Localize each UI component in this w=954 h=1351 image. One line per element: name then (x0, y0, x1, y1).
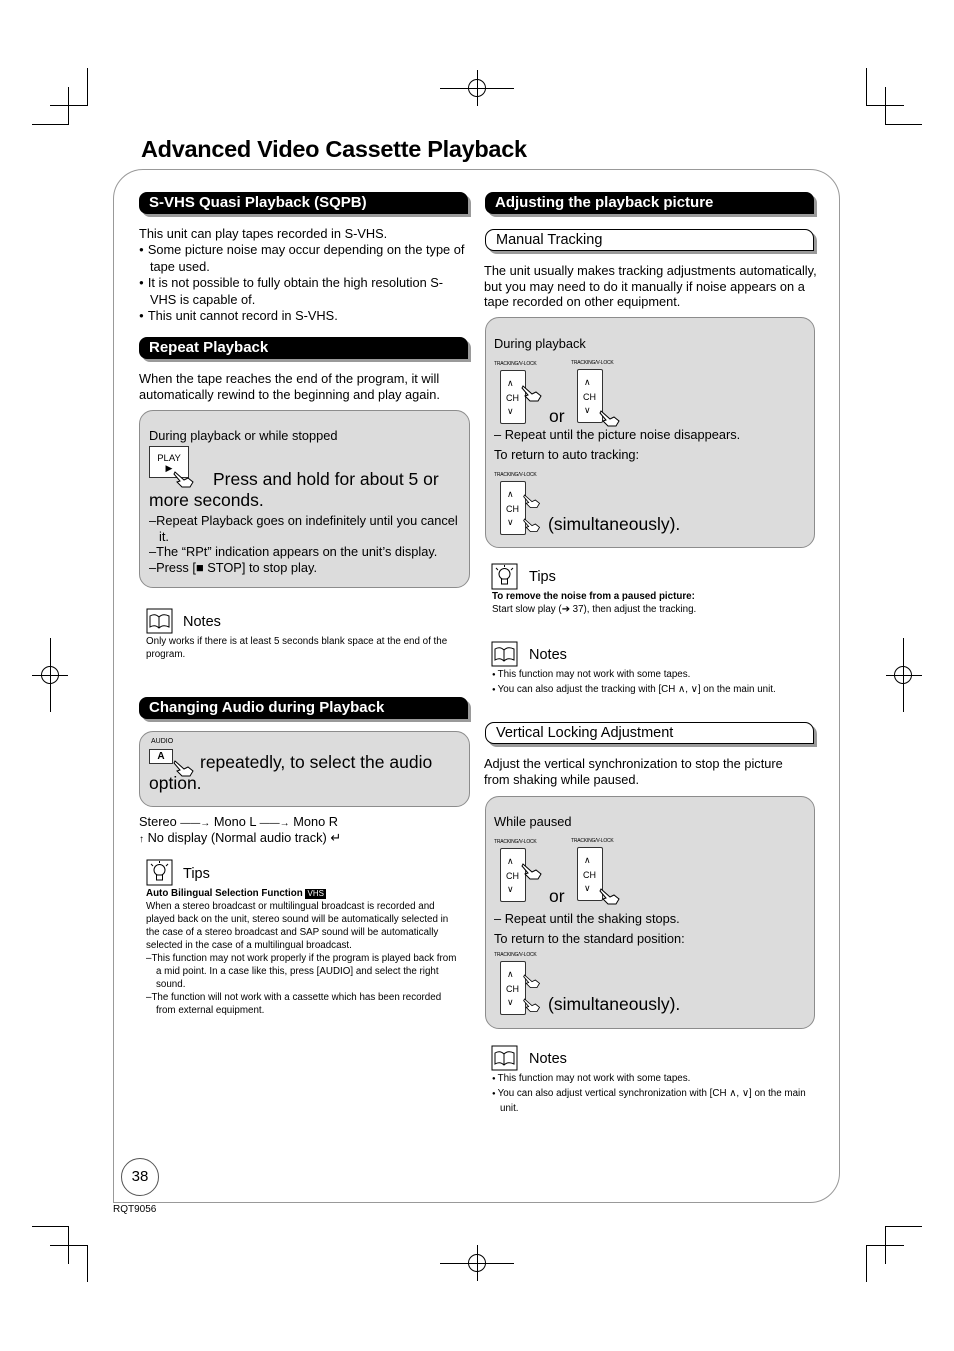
or-label: or (549, 886, 565, 906)
manual-dash: – Repeat until the picture noise disappears. (494, 427, 741, 442)
crop-mark (866, 1245, 867, 1282)
registration-mark (50, 638, 51, 712)
or-label: or (549, 406, 565, 426)
play-key-label: PLAY (157, 453, 181, 464)
manual-notes-body: ● This function may not work with some tapes. ● You can also adjust the tracking with [CH ∧, ∨] on the main unit. (492, 668, 814, 698)
crop-mark (885, 87, 886, 125)
ch-label: CH (506, 393, 519, 403)
manual-tips-title: Tips (529, 569, 556, 585)
repeat-notes-title: Notes (183, 614, 221, 630)
ch-label: CH (583, 870, 596, 880)
repeat-notes-text: Only works if there is at least 5 seconds blank space at the end of the program. (146, 636, 448, 660)
press-hand-icon (520, 490, 544, 510)
manual-tips-body: To remove the noise from a paused picture: Start slow play (➔ 37), then adjust the tracking. (492, 591, 697, 615)
simultaneously-label: (simultaneously). (548, 514, 681, 534)
chevron-up-icon: ∧ (507, 856, 514, 866)
notes-book-icon (491, 641, 518, 667)
ch-label: CH (506, 871, 519, 881)
repeat-instruction: Press and hold for about 5 or more seconds. (149, 469, 439, 510)
subheading-manual-tracking: Manual Tracking (485, 229, 814, 251)
crop-mark (50, 1245, 88, 1246)
crop-mark (87, 68, 88, 106)
press-hand-icon (520, 858, 544, 882)
ch-label: CH (506, 504, 519, 514)
sqpb-text (139, 226, 469, 325)
vhs-badge: VHS (307, 889, 324, 898)
ch-label: CH (506, 984, 519, 994)
repeat-intro: When the tape reaches the end of the program, it will automatically rewind to the beginning and play again. (139, 371, 440, 402)
manual-notes-title: Notes (529, 647, 567, 663)
crop-mark (32, 124, 69, 125)
ch-label: CH (583, 392, 596, 402)
remote-label: TRACKING/V-LOCK (494, 361, 537, 367)
chevron-down-icon: ∨ (584, 883, 591, 893)
play-arrow-icon: ▶ (165, 463, 173, 473)
manual-intro: The unit usually makes tracking adjustments automatically, but you may need to do it manually if noise appears on a tape recorded on other equipment. (484, 263, 817, 309)
section-heading-adjust: Adjusting the playback picture (485, 192, 814, 214)
sqpb-bullet: ● This unit cannot record in S-VHS. (139, 308, 469, 326)
subheading-vertical-locking: Vertical Locking Adjustment (485, 722, 814, 744)
press-hand-icon (520, 994, 544, 1014)
chevron-up-icon: ∧ (584, 855, 591, 865)
audio-key: A (149, 749, 173, 764)
chevron-down-icon: ∨ (507, 517, 514, 527)
simultaneously-label: (simultaneously). (548, 994, 681, 1014)
vlock-dash: – Repeat until the shaking stops. (494, 911, 680, 926)
notes-book-icon (491, 1045, 518, 1071)
registration-mark (477, 1245, 478, 1281)
vlock-notes-body: ● This function may not work with some tapes. ● You can also adjust vertical synchronization with [CH ∧, ∨] on the main unit. (492, 1072, 810, 1115)
section-heading-sqpb: S-VHS Quasi Playback (SQPB) (139, 192, 468, 214)
audio-tips-dash: –This function may not work properly if the program is played back from a mid point. In a case like this, press [AUDIO] and select the right sound. (146, 953, 457, 990)
remote-label: TRACKING/V-LOCK (494, 839, 537, 845)
page-number: 38 (121, 1158, 159, 1196)
tips-bulb-icon (146, 859, 173, 886)
repeat-dash-item: –Repeat Playback goes on indefinitely until you cancel it. (149, 513, 458, 544)
vlock-return-label: To return to the standard position: (494, 931, 685, 946)
registration-mark (886, 675, 922, 676)
manual-return-label: To return to auto tracking: (494, 447, 640, 462)
registration-mark (477, 70, 478, 106)
crop-mark (50, 105, 88, 106)
document-code: RQT9056 (113, 1204, 157, 1215)
section-heading-audio: Changing Audio during Playback (139, 697, 468, 719)
vlock-intro: Adjust the vertical synchronization to stop the picture from shaking while paused. (484, 756, 783, 787)
sqpb-bullet: ● It is not possible to fully obtain the high resolution S-VHS is capable of. (139, 275, 469, 308)
chevron-down-icon: ∨ (507, 884, 514, 894)
crop-mark (866, 68, 867, 106)
chevron-up-icon: ∧ (507, 378, 514, 388)
audio-key-top: AUDIO (151, 738, 174, 745)
audio-cycle-line1: Stereo ——→ Mono L ——→ Mono R (139, 814, 338, 829)
crop-mark (68, 1226, 69, 1264)
chevron-up-icon: ∧ (584, 377, 591, 387)
remote-label: TRACKING/V-LOCK (494, 952, 537, 958)
sqpb-intro: This unit can play tapes recorded in S-VHS. (139, 226, 388, 241)
chevron-up-icon: ∧ (507, 969, 514, 979)
crop-mark (87, 1245, 88, 1282)
crop-mark (885, 1226, 886, 1264)
crop-mark (32, 1226, 69, 1227)
crop-mark (68, 87, 69, 125)
remote-label: TRACKING/V-LOCK (571, 838, 614, 844)
audio-tips-body: Auto Bilingual Selection Function VHS When a stereo broadcast or multilingual broadcast is recorded and played back on the unit, stereo sound will be automatically selected in the case of a stereo broadcast and SAP sound will be automatically selected in the case of a multilingual broadcast. –This function may not work properly if the program is played back from a mid point. In a case like this, press [AUDIO] and select the right sound. –The function will not work with a cassette which has been recorded from external equipment. (146, 888, 457, 1016)
chevron-up-icon: ∧ (507, 489, 514, 499)
remote-label: TRACKING/V-LOCK (494, 472, 537, 478)
press-hand-icon (598, 405, 622, 429)
tips-bulb-icon (491, 563, 518, 590)
crop-mark (885, 124, 922, 125)
repeat-box-label: During playback or while stopped (149, 428, 338, 443)
press-hand-icon (520, 380, 544, 404)
audio-tips-title: Tips (183, 866, 210, 882)
chevron-down-icon: ∨ (584, 405, 591, 415)
chevron-down-icon: ∨ (507, 406, 514, 416)
press-hand-icon (598, 883, 622, 907)
manual-box-label: During playback (494, 336, 586, 351)
registration-mark (903, 638, 904, 712)
audio-tips-dash: –The function will not work with a cassette which has been recorded from external equipment. (146, 992, 442, 1016)
chevron-down-icon: ∨ (507, 997, 514, 1007)
press-hand-icon (520, 970, 544, 990)
vlock-notes-title: Notes (529, 1051, 567, 1067)
press-hand-icon (520, 514, 544, 534)
repeat-dash-item: –The “RPt” indication appears on the unit’s display. (149, 544, 438, 559)
remote-label: TRACKING/V-LOCK (571, 360, 614, 366)
repeat-dashes (149, 513, 461, 575)
section-heading-repeat: Repeat Playback (139, 337, 468, 359)
page-title: Advanced Video Cassette Playback (141, 136, 527, 162)
repeat-dash-item: –Press [■ STOP] to stop play. (149, 559, 318, 575)
notes-book-icon (146, 608, 173, 634)
sqpb-bullet: ● Some picture noise may occur depending on the type of tape used. (139, 242, 469, 275)
audio-instruction: repeatedly, to select the audio option. (149, 752, 433, 793)
crop-mark (885, 1226, 922, 1227)
audio-cycle-line2: ↑ No display (Normal audio track) ↵ (139, 830, 342, 845)
vlock-box-label: While paused (494, 814, 572, 829)
